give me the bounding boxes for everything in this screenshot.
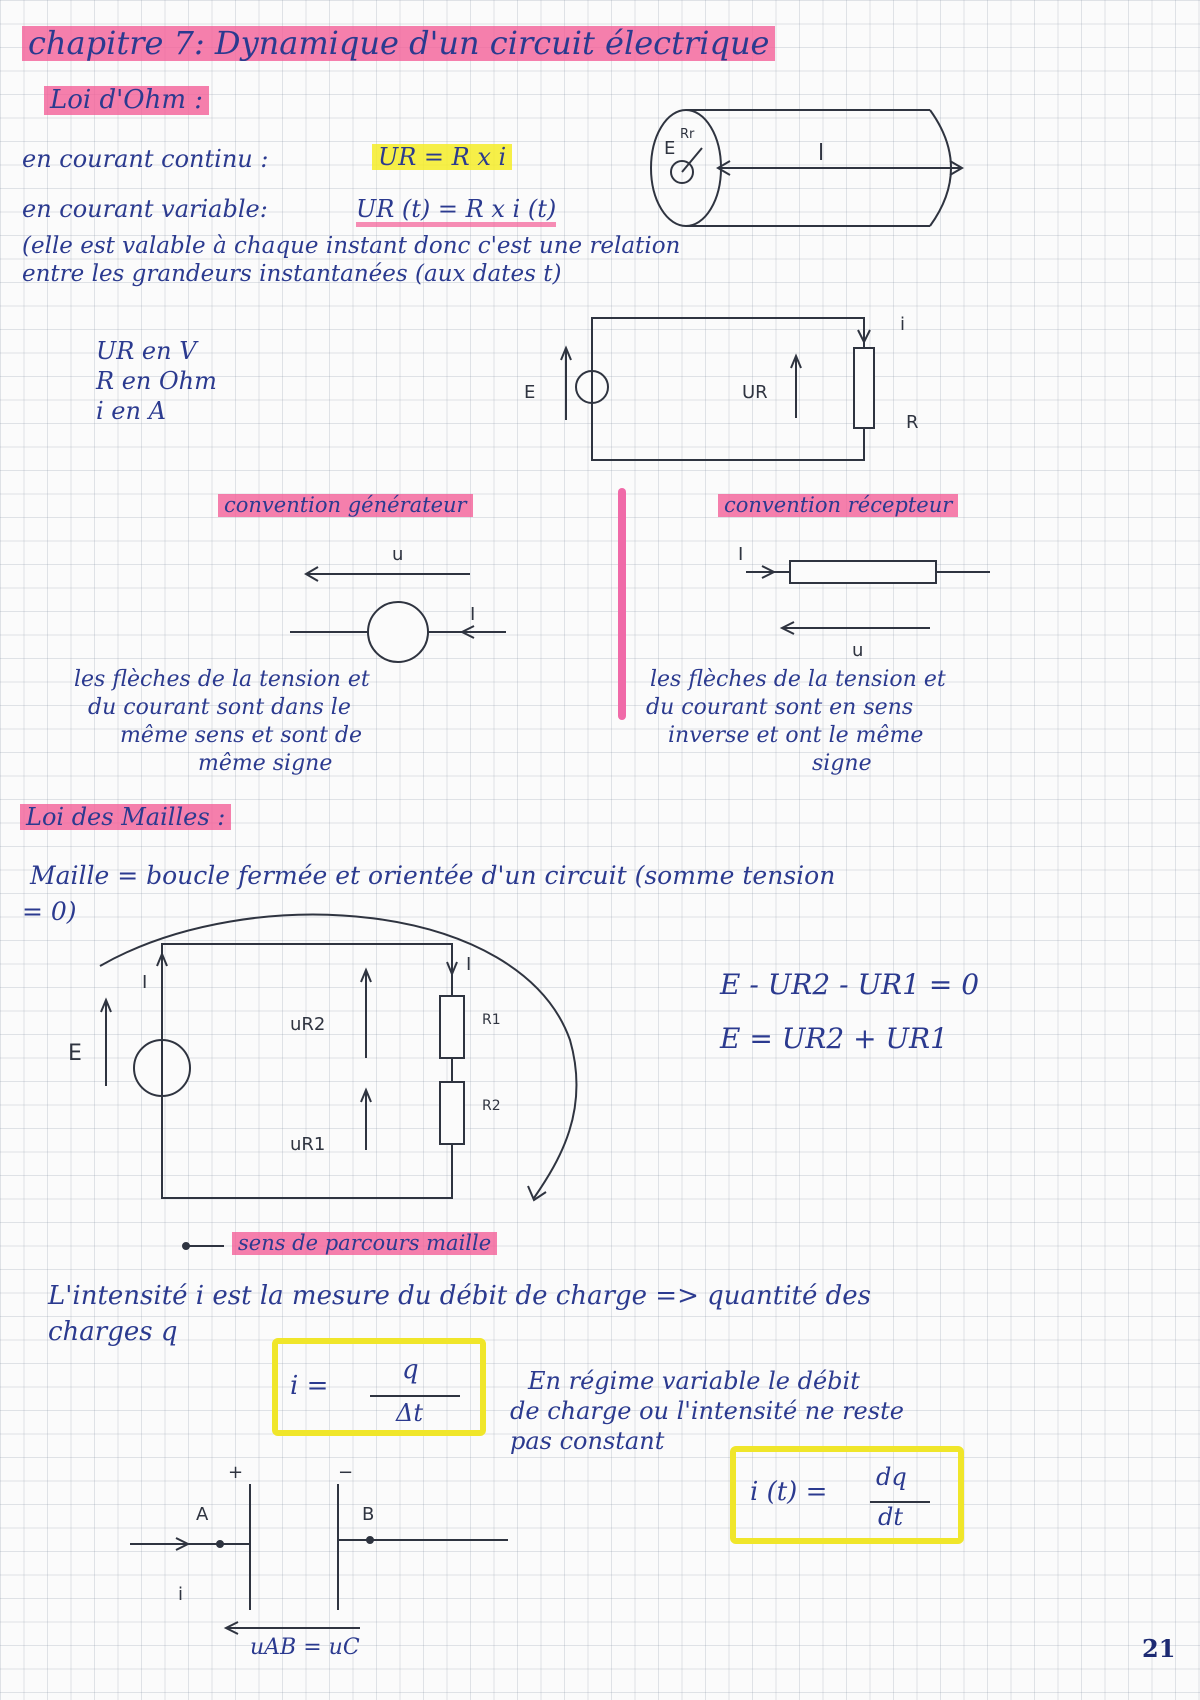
cap-i-label: i bbox=[178, 1584, 184, 1605]
generator-convention-diagram bbox=[290, 544, 506, 662]
generator-u-label: u bbox=[392, 544, 404, 565]
mailles-circuit-diagram bbox=[68, 915, 577, 1200]
formula-it-numerator: dq bbox=[876, 1463, 907, 1491]
variable-text-2: de charge ou l'intensité ne reste bbox=[510, 1397, 904, 1425]
cap-minus-label: − bbox=[338, 1462, 354, 1483]
ohm-unit-3: i en A bbox=[96, 397, 166, 425]
mailles-heading: Loi des Mailles : bbox=[20, 804, 231, 830]
intensite-text-2: charges q bbox=[48, 1317, 178, 1347]
mailles-sens-label: sens de parcours maille bbox=[232, 1232, 497, 1255]
ohm-continu-formula: UR = R x i bbox=[372, 144, 512, 170]
intensite-text-1: L'intensité i est la mesure du débit de charge => quantité des bbox=[48, 1281, 872, 1311]
mailles-uR2-label: uR2 bbox=[290, 1014, 326, 1035]
capacitor-diagram bbox=[130, 1462, 508, 1634]
generator-I-label: I bbox=[470, 604, 476, 625]
generator-text-4: même signe bbox=[198, 751, 333, 776]
receiver-text-3: inverse et ont le même bbox=[668, 723, 924, 748]
receiver-I-label: I bbox=[738, 544, 744, 565]
ohm-unit-2: R en Ohm bbox=[96, 367, 217, 395]
variable-text-3: pas constant bbox=[510, 1427, 665, 1455]
ohm-i-label: i bbox=[900, 314, 906, 335]
mailles-equation-2: E = UR2 + UR1 bbox=[720, 1022, 948, 1055]
cyl-R-label: Rr bbox=[680, 127, 695, 142]
cyl-length-label: l bbox=[818, 141, 825, 166]
ohm-variable-formula: UR (t) = R x i (t) bbox=[356, 196, 556, 227]
cap-B-label: B bbox=[362, 1504, 375, 1525]
ohm-R-label: R bbox=[906, 412, 919, 433]
ohm-explanation-2: entre les grandeurs instantanées (aux dates t) bbox=[22, 261, 562, 287]
mailles-R2-label: R2 bbox=[482, 1098, 501, 1114]
ohm-continu-label: en courant continu : bbox=[22, 145, 269, 173]
mailles-E-label: E bbox=[68, 1041, 82, 1066]
formula-i-denominator: Δt bbox=[396, 1399, 423, 1427]
mailles-R1-label: R1 bbox=[482, 1012, 501, 1028]
ohm-variable-label: en courant variable: bbox=[22, 195, 268, 223]
ohm-explanation-1: (elle est valable à chaque instant donc c'est une relation bbox=[22, 233, 681, 259]
variable-text-1: En régime variable le débit bbox=[528, 1367, 860, 1395]
ohm-UR-label: UR bbox=[742, 382, 768, 403]
receiver-u-label: u bbox=[852, 640, 864, 661]
ohm-unit-1: UR en V bbox=[96, 337, 197, 365]
chapter-title: chapitre 7: Dynamique d'un circuit électrique bbox=[22, 26, 775, 61]
receiver-text-2: du courant sont en sens bbox=[646, 695, 914, 720]
generator-text-2: du courant sont dans le bbox=[88, 695, 351, 720]
mailles-definition-1: Maille = boucle fermée et orientée d'un circuit (somme tension bbox=[30, 861, 836, 890]
generator-title: convention générateur bbox=[218, 494, 473, 517]
cylinder-conductor-diagram bbox=[651, 110, 962, 226]
mailles-definition-2: = 0) bbox=[22, 897, 77, 926]
capacitor-uab-label: uAB = uC bbox=[250, 1635, 360, 1660]
receiver-text-1: les flèches de la tension et bbox=[650, 667, 946, 692]
ohm-E-label: E bbox=[524, 382, 536, 403]
ohm-circuit-diagram bbox=[524, 314, 919, 460]
generator-text-1: les flèches de la tension et bbox=[74, 667, 370, 692]
receiver-text-4: signe bbox=[812, 751, 872, 776]
formula-it-denominator: dt bbox=[878, 1503, 904, 1531]
cyl-E-label: E bbox=[664, 138, 676, 159]
ohm-heading: Loi d'Ohm : bbox=[44, 86, 209, 115]
mailles-equation-1: E - UR2 - UR1 = 0 bbox=[720, 968, 980, 1001]
mailles-I-left-label: I bbox=[142, 972, 148, 993]
cap-plus-label: + bbox=[228, 1462, 244, 1483]
generator-text-3: même sens et sont de bbox=[120, 723, 363, 748]
receiver-title: convention récepteur bbox=[718, 494, 958, 517]
formula-i-lhs: i = bbox=[290, 1371, 329, 1401]
receiver-convention-diagram bbox=[738, 544, 990, 661]
formula-i-numerator: q bbox=[402, 1355, 419, 1385]
mailles-uR1-label: uR1 bbox=[290, 1134, 326, 1155]
page-number: 21 bbox=[1142, 1634, 1176, 1663]
formula-it-lhs: i (t) = bbox=[750, 1477, 828, 1507]
mailles-I-right-label: I bbox=[466, 954, 472, 975]
cap-A-label: A bbox=[196, 1504, 209, 1525]
